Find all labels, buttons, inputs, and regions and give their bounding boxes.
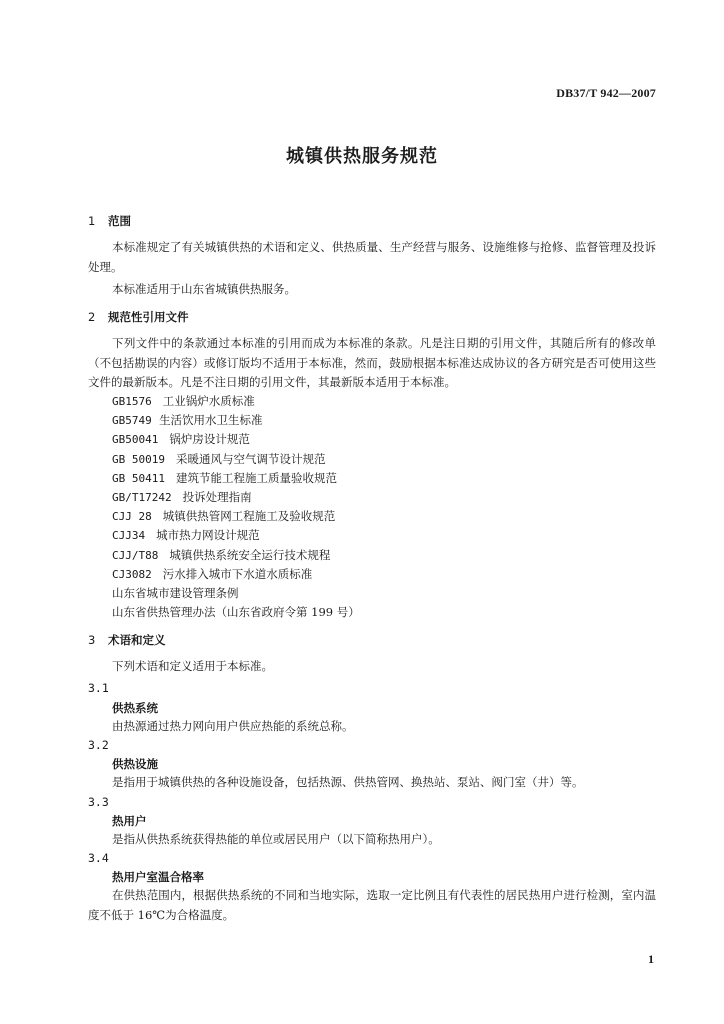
reference-code: CJJ 28 bbox=[112, 510, 152, 524]
section-2-heading bbox=[88, 309, 189, 325]
reference-item bbox=[112, 430, 360, 449]
reference-title: 工业锅炉水质标准 bbox=[162, 394, 255, 408]
reference-item bbox=[112, 603, 360, 622]
document-title: 城镇供热服务规范 bbox=[286, 146, 438, 167]
term-title: 供热系统 bbox=[112, 701, 158, 715]
reference-title: 投诉处理指南 bbox=[182, 490, 252, 505]
reference-list bbox=[112, 392, 360, 622]
reference-item bbox=[112, 546, 360, 565]
reference-code: GB50041 bbox=[112, 433, 159, 447]
reference-code: GB 50411 bbox=[112, 471, 165, 485]
reference-code: CJJ/T88 bbox=[112, 548, 159, 562]
reference-item bbox=[112, 450, 360, 469]
term-number: 3.2 bbox=[88, 738, 109, 752]
section-number: 3 bbox=[88, 633, 96, 647]
term-title: 热用户室温合格率 bbox=[112, 870, 204, 884]
reference-item bbox=[112, 488, 360, 507]
reference-item bbox=[112, 392, 360, 411]
reference-title: 锅炉房设计规范 bbox=[169, 432, 250, 447]
section-number: 1 bbox=[88, 214, 96, 228]
reference-code: GB1576 bbox=[112, 395, 152, 408]
reference-title: 山东省城市建设管理条例 bbox=[112, 586, 239, 601]
term-definition: 由热源通过热力网向用户供应热能的系统总称。 bbox=[112, 719, 354, 733]
section-3-heading bbox=[88, 632, 166, 648]
term-number: 3.4 bbox=[88, 851, 109, 865]
term-number: 3.3 bbox=[88, 795, 109, 809]
section-title: 范围 bbox=[108, 214, 131, 228]
reference-item bbox=[112, 526, 360, 545]
term-definition: 是指从供热系统获得热能的单位或居民用户（以下简称热用户）。 bbox=[112, 832, 440, 846]
section-2-intro: 下列文件中的条款通过本标准的引用而成为本标准的条款。凡是注日期的引用文件，其随后所有的修改单（不包括勘误的内容）或修订版均不适用于本标准，然而，鼓励根据本标准达成协议的各方研究是否可使用这些文件的最新版本。凡是不注日期的引用文件，其最新版本适用于本标准。 bbox=[88, 336, 656, 390]
page-number: 1 bbox=[648, 952, 654, 966]
reference-item bbox=[112, 411, 360, 430]
term-definition: 在供热范围内，根据供热系统的不同和当地实际，选取一定比例且有代表性的居民热用户进行检测，室内温度不低于 16℃为合格温度。 bbox=[88, 888, 656, 922]
reference-item bbox=[112, 584, 360, 603]
reference-title: 污水排入城市下水道水质标准 bbox=[162, 566, 313, 581]
reference-title: 生活饮用水卫生标准 bbox=[159, 413, 263, 428]
reference-item bbox=[112, 469, 360, 488]
reference-code: GB5749 bbox=[112, 414, 152, 428]
section-title: 术语和定义 bbox=[108, 633, 166, 647]
section-1-heading bbox=[88, 213, 131, 229]
reference-code: GB/T17242 bbox=[112, 491, 172, 505]
term-number: 3.1 bbox=[88, 681, 109, 695]
term-title: 供热设施 bbox=[112, 757, 158, 771]
reference-item bbox=[112, 565, 360, 584]
reference-code: CJJ34 bbox=[112, 529, 146, 543]
reference-code: CJ3082 bbox=[112, 567, 152, 581]
reference-title: 建筑节能工程施工质量验收规范 bbox=[175, 470, 337, 485]
section-3-intro: 下列术语和定义适用于本标准。 bbox=[112, 659, 273, 673]
reference-title: 采暖通风与空气调节设计规范 bbox=[175, 451, 326, 466]
section-1-paragraph-2: 本标准适用于山东省城镇供热服务。 bbox=[112, 282, 296, 296]
term-definition: 是指用于城镇供热的各种设施设备，包括热源、供热管网、换热站、泵站、阀门室（井）等。 bbox=[112, 775, 584, 789]
reference-title: 城镇供热管网工程施工及验收规范 bbox=[162, 509, 336, 524]
standard-code: DB37/T 942—2007 bbox=[556, 86, 656, 100]
reference-title: 山东省供热管理办法（山东省政府令第 199 号） bbox=[112, 605, 360, 620]
section-title: 规范性引用文件 bbox=[108, 310, 189, 324]
section-number: 2 bbox=[88, 310, 96, 324]
reference-item bbox=[112, 507, 360, 526]
reference-title: 城市热力网设计规范 bbox=[156, 528, 260, 543]
term-title: 热用户 bbox=[112, 814, 147, 828]
reference-code: GB 50019 bbox=[112, 452, 165, 466]
reference-title: 城镇供热系统安全运行技术规程 bbox=[169, 547, 331, 562]
section-1-paragraph-1: 本标准规定了有关城镇供热的术语和定义、供热质量、生产经营与服务、设施维修与抢修、监督管理及投诉处理。 bbox=[88, 240, 656, 274]
